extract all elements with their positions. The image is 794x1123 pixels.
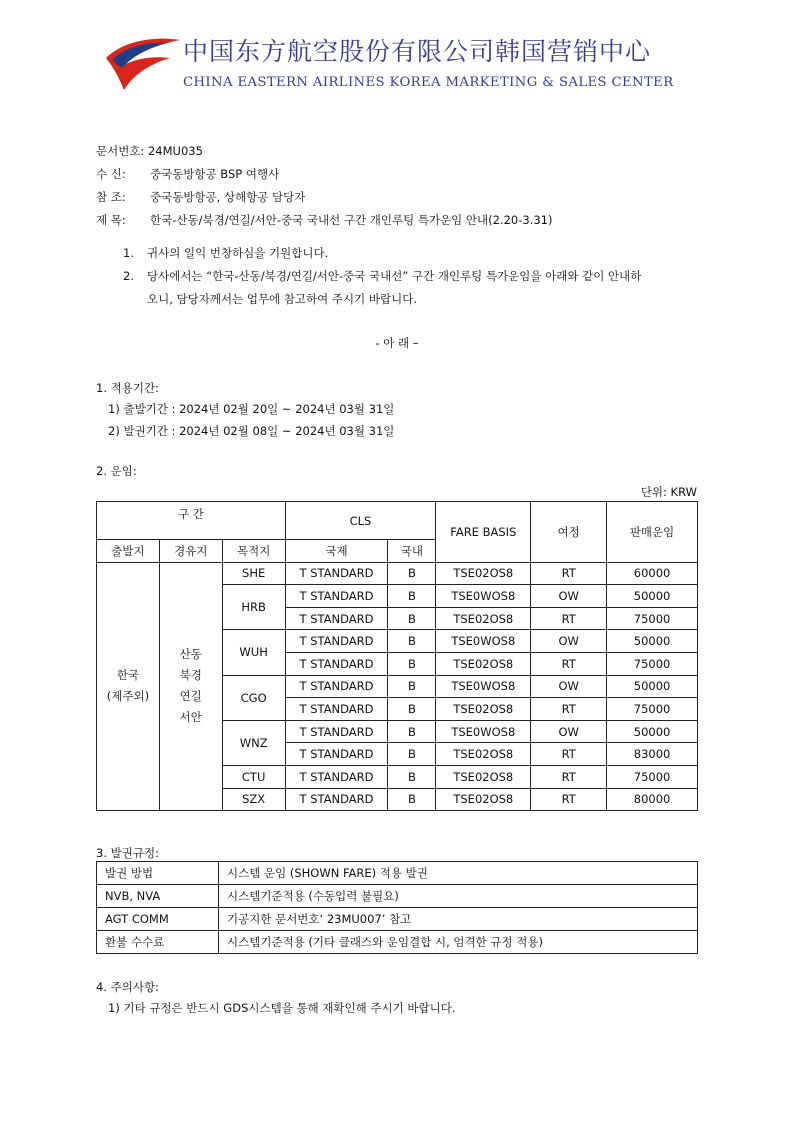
cc: 중국동방항공, 상해항공 담당자	[150, 190, 306, 204]
dom-cell: B	[388, 743, 436, 766]
below-marker: - 아 래 –	[375, 336, 419, 350]
fare-basis-cell: TSE02OS8	[436, 788, 531, 811]
fare-cell: 80000	[607, 788, 698, 811]
rule-value: 시스템 운임 (SHOWN FARE) 적용 발권	[219, 862, 698, 885]
trip-cell: OW	[531, 585, 607, 608]
trip-cell: RT	[531, 765, 607, 788]
intro-p2-number: 2.	[123, 269, 134, 283]
intl-cell: T STANDARD	[285, 675, 388, 698]
currency-unit: 단위: KRW	[640, 485, 697, 499]
section4-title: 4. 주의사항:	[96, 980, 159, 994]
via-line2: 북경	[179, 668, 202, 683]
rule-value: 시스템기준적용 (수동입력 불필요)	[219, 885, 698, 908]
fare-basis-cell: TSE0WOS8	[436, 585, 531, 608]
via-header: 경유지	[159, 540, 222, 563]
dom-cell: B	[388, 698, 436, 721]
intro-p2-line1: 당사에서는 “한국-산동/북경/연길/서안-중국 국내선” 구간 개인루팅 특가운임을 아래와 같이 안내하	[147, 269, 642, 283]
fare-cell: 75000	[607, 652, 698, 675]
dest-header: 목적지	[222, 540, 285, 563]
rule-value: 기공지한 문서번호‘ 23MU007’ 참고	[219, 908, 698, 931]
rule-key: 환불 수수료	[97, 931, 219, 954]
fare-cell: 50000	[607, 720, 698, 743]
trip-cell: RT	[531, 652, 607, 675]
table-row	[97, 862, 698, 885]
fare-cell: 83000	[607, 743, 698, 766]
rule-key: NVB, NVA	[97, 885, 219, 908]
fare-cell: 75000	[607, 698, 698, 721]
dest-cell: WUH	[222, 630, 285, 675]
rule-key: AGT COMM	[97, 908, 219, 931]
intl-header: 국제	[285, 540, 388, 563]
rule-value: 시스템기준적용 (기타 클래스와 운임결합 시, 엄격한 규정 적용)	[219, 931, 698, 954]
dest-cell: HRB	[222, 585, 285, 630]
intro-p1-text: 귀사의 일익 번창하심을 기원합니다.	[147, 246, 329, 260]
fare-basis-cell: TSE02OS8	[436, 698, 531, 721]
dest-cell: CTU	[222, 765, 285, 788]
ticketing-rules-table	[96, 861, 698, 954]
section1-title: 1. 적용기간:	[96, 381, 159, 395]
fare-basis-cell: TSE0WOS8	[436, 630, 531, 653]
intro-p2-line2: 오니, 담당자께서는 업무에 참고하여 주시기 바랍니다.	[147, 292, 417, 306]
trip-header: 여정	[531, 502, 607, 563]
recipient-line	[96, 166, 279, 182]
trip-cell: RT	[531, 607, 607, 630]
subject-label: 제 목:	[96, 213, 126, 227]
dom-cell: B	[388, 585, 436, 608]
subject: 한국-산동/북경/연길/서안-중국 국내선 구간 개인루팅 특가운임 안내(2.20-3.31)	[150, 213, 553, 227]
trip-cell: RT	[531, 698, 607, 721]
fare-cell: 50000	[607, 630, 698, 653]
section2-title: 2. 운임:	[96, 464, 137, 478]
trip-cell: RT	[531, 743, 607, 766]
fare-basis-cell: TSE0WOS8	[436, 675, 531, 698]
dom-cell: B	[388, 562, 436, 585]
intl-cell: T STANDARD	[285, 585, 388, 608]
origin-cell	[97, 562, 160, 811]
intl-cell: T STANDARD	[285, 562, 388, 585]
dom-cell: B	[388, 765, 436, 788]
table-row	[97, 908, 698, 931]
doc-number: 24MU035	[147, 144, 203, 158]
intro-p1-number: 1.	[123, 246, 134, 260]
dom-header: 국내	[388, 540, 436, 563]
trip-cell: OW	[531, 720, 607, 743]
trip-cell: RT	[531, 788, 607, 811]
cc-line	[96, 189, 305, 205]
dom-cell: B	[388, 630, 436, 653]
fare-basis-cell: TSE02OS8	[436, 765, 531, 788]
ticketing-period: 2) 발권기간 : 2024년 02월 08일 ~ 2024년 03월 31일	[108, 424, 395, 438]
intl-cell: T STANDARD	[285, 630, 388, 653]
fare-cell: 50000	[607, 675, 698, 698]
intl-cell: T STANDARD	[285, 607, 388, 630]
origin-line1: 한국	[116, 668, 140, 683]
section3-title: 3. 발권규정:	[96, 846, 159, 860]
intl-cell: T STANDARD	[285, 652, 388, 675]
fare-cell: 75000	[607, 607, 698, 630]
intl-cell: T STANDARD	[285, 720, 388, 743]
via-line3: 연길	[179, 689, 202, 704]
cc-label: 참 조:	[96, 190, 126, 204]
table-row	[97, 931, 698, 954]
company-title-english: CHINA EASTERN AIRLINES KOREA MARKETING & SALES CENTER	[183, 75, 674, 90]
via-line4: 서안	[179, 710, 202, 725]
intl-cell: T STANDARD	[285, 765, 388, 788]
fare-header: 판매운임	[607, 502, 698, 563]
doc-number-line	[96, 143, 203, 159]
departure-period: 1) 출발기간 : 2024년 02월 20일 ~ 2024년 03월 31일	[108, 402, 395, 416]
recipient-label: 수 신:	[96, 167, 126, 181]
dom-cell: B	[388, 720, 436, 743]
doc-number-label: 문서번호:	[96, 144, 145, 158]
dest-cell: CGO	[222, 675, 285, 720]
dom-cell: B	[388, 652, 436, 675]
intro-paragraph-1	[123, 242, 698, 265]
via-line1: 산동	[179, 647, 202, 662]
table-row	[97, 885, 698, 908]
fare-basis-cell: TSE02OS8	[436, 743, 531, 766]
dom-cell: B	[388, 788, 436, 811]
trip-cell: OW	[531, 630, 607, 653]
intl-cell: T STANDARD	[285, 743, 388, 766]
intl-cell: T STANDARD	[285, 698, 388, 721]
dest-cell: SHE	[222, 562, 285, 585]
fare-basis-cell: TSE02OS8	[436, 562, 531, 585]
fare-cell: 75000	[607, 765, 698, 788]
table-header-row	[97, 502, 698, 540]
dest-cell: WNZ	[222, 720, 285, 765]
intl-cell: T STANDARD	[285, 788, 388, 811]
trip-cell: RT	[531, 562, 607, 585]
dom-cell: B	[388, 607, 436, 630]
dom-cell: B	[388, 675, 436, 698]
cls-header: CLS	[285, 502, 436, 540]
fare-cell: 50000	[607, 585, 698, 608]
origin-line2: (제주외)	[106, 689, 150, 704]
intro-paragraph-2	[123, 265, 698, 311]
china-eastern-logo	[104, 34, 182, 92]
rule-key: 발권 방법	[97, 862, 219, 885]
fare-basis-cell: TSE02OS8	[436, 652, 531, 675]
fare-cell: 60000	[607, 562, 698, 585]
company-title-chinese: 中国东方航空股份有限公司韩国营销中心	[183, 37, 652, 66]
notice-item: 1) 기타 규정은 반드시 GDS시스템을 통해 재확인해 주시기 바랍니다.	[108, 1001, 456, 1015]
recipient: 중국동방항공 BSP 여행사	[150, 167, 280, 181]
fare-table	[96, 501, 698, 811]
fare-basis-cell: TSE0WOS8	[436, 720, 531, 743]
fare-basis-header: FARE BASIS	[436, 502, 531, 563]
subject-line	[96, 212, 552, 228]
via-cell	[159, 562, 222, 811]
origin-header: 출발지	[97, 540, 160, 563]
table-row	[97, 562, 698, 585]
trip-cell: OW	[531, 675, 607, 698]
fare-basis-cell: TSE02OS8	[436, 607, 531, 630]
dest-cell: SZX	[222, 788, 285, 811]
route-header: 구 간	[97, 502, 286, 540]
